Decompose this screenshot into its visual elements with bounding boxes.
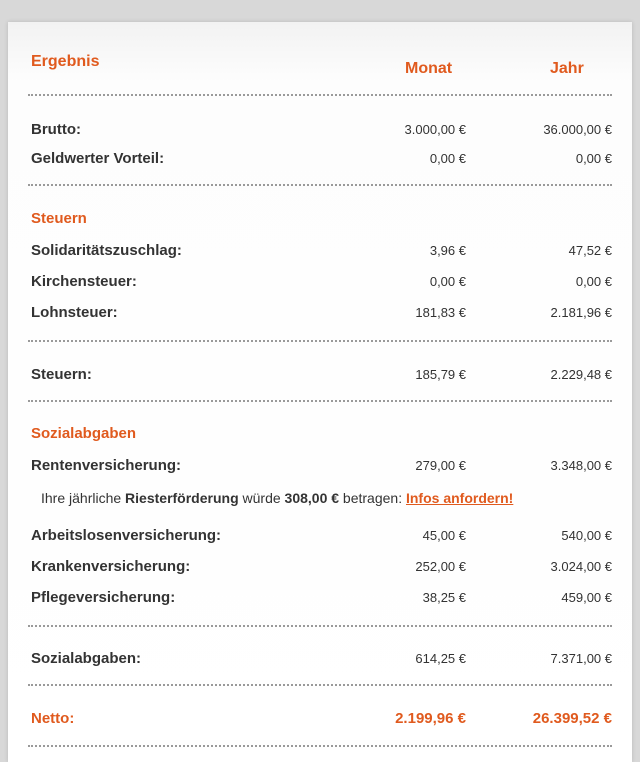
row-month-value: 3.000,00 €	[404, 122, 466, 137]
row-rentenversicherung	[8, 455, 632, 477]
result-card	[8, 22, 632, 762]
row-year-value: 2.181,96 €	[550, 305, 612, 320]
row-month-value: 38,25 €	[422, 590, 466, 605]
row-month-value: 45,00 €	[422, 528, 466, 543]
divider	[28, 625, 612, 627]
section-title-sozialabgaben: Sozialabgaben	[31, 425, 137, 442]
row-year-value: 47,52 €	[568, 243, 612, 258]
row-krankenversicherung	[8, 556, 632, 578]
row-month-value: 279,00 €	[415, 458, 466, 473]
row-month-value: 614,25 €	[415, 651, 466, 666]
row-month-value: 252,00 €	[415, 559, 466, 574]
divider	[28, 745, 612, 747]
row-label: Lohnsteuer:	[31, 304, 118, 321]
row-soli	[8, 240, 632, 262]
riester-mid: würde	[238, 490, 285, 506]
riester-amount: 308,00 €	[284, 490, 340, 506]
divider	[28, 400, 612, 402]
row-label: Krankenversicherung:	[31, 558, 191, 575]
row-year-value: 36.000,00 €	[543, 122, 612, 137]
riester-label: Riesterförderung	[125, 490, 239, 506]
row-label: Kirchensteuer:	[31, 273, 137, 290]
row-year-value: 2.229,48 €	[550, 367, 612, 382]
column-header-month: Monat	[405, 60, 453, 77]
divider	[28, 184, 612, 186]
riester-note	[41, 490, 513, 506]
row-arbeitslosenversicherung	[8, 525, 632, 547]
row-year-value: 0,00 €	[575, 274, 612, 289]
riester-suffix: betragen:	[339, 490, 406, 506]
row-label: Pflegeversicherung:	[31, 589, 176, 606]
row-label: Brutto:	[31, 121, 81, 138]
row-year-value: 3.348,00 €	[550, 458, 612, 473]
row-label: Geldwerter Vorteil:	[31, 150, 165, 167]
row-brutto	[8, 119, 632, 141]
row-label: Steuern:	[31, 366, 92, 383]
row-year-value: 26.399,52 €	[532, 710, 612, 727]
row-label: Rentenversicherung:	[31, 457, 182, 474]
info-request-link[interactable]: Infos anfordern!	[405, 490, 514, 506]
row-year-value: 3.024,00 €	[550, 559, 612, 574]
row-steuern-total	[8, 364, 632, 386]
row-year-value: 0,00 €	[575, 151, 612, 166]
row-netto	[8, 708, 632, 730]
row-label: Netto:	[31, 710, 75, 727]
column-header-year: Jahr	[550, 60, 584, 77]
row-month-value: 0,00 €	[429, 274, 466, 289]
row-month-value: 0,00 €	[429, 151, 466, 166]
row-month-value: 2.199,96 €	[395, 710, 466, 727]
row-month-value: 3,96 €	[429, 243, 466, 258]
row-geldwerter-vorteil	[8, 148, 632, 170]
row-label: Sozialabgaben:	[31, 650, 142, 667]
row-month-value: 181,83 €	[415, 305, 466, 320]
row-lohnsteuer	[8, 302, 632, 324]
row-sozialabgaben-total	[8, 648, 632, 670]
section-title-steuern: Steuern	[31, 210, 87, 227]
row-label: Solidaritätszuschlag:	[31, 242, 182, 259]
divider	[28, 340, 612, 342]
divider	[28, 94, 612, 96]
row-year-value: 540,00 €	[561, 528, 612, 543]
row-pflegeversicherung	[8, 587, 632, 609]
row-label: Arbeitslosenversicherung:	[31, 527, 222, 544]
result-title: Ergebnis	[31, 53, 100, 70]
divider	[28, 684, 612, 686]
row-year-value: 7.371,00 €	[550, 651, 612, 666]
row-kirchensteuer	[8, 271, 632, 293]
row-year-value: 459,00 €	[561, 590, 612, 605]
riester-prefix: Ihre jährliche	[41, 490, 126, 506]
row-month-value: 185,79 €	[415, 367, 466, 382]
